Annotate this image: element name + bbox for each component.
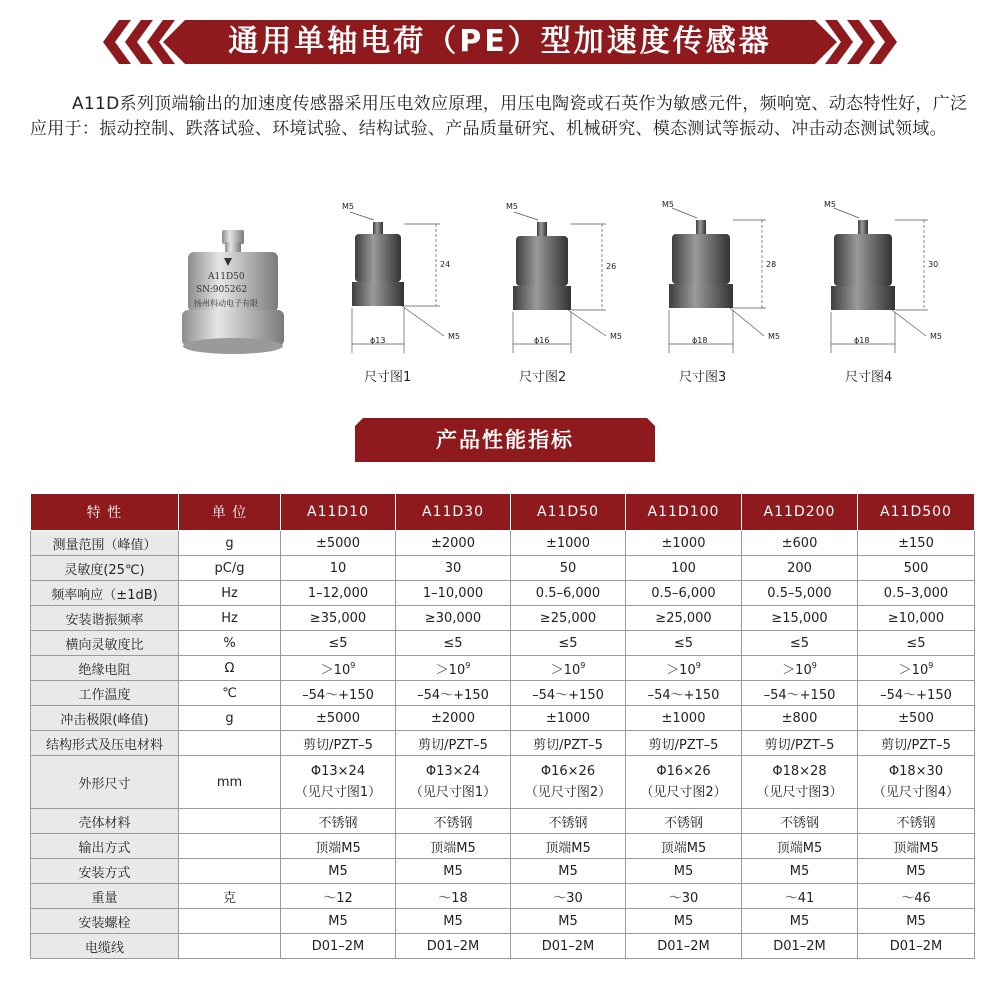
value-cell: D01–2M	[626, 934, 742, 959]
value-cell: ～30	[511, 884, 626, 909]
feature-cell: 安装螺栓	[31, 909, 179, 934]
unit-cell: Ω	[179, 656, 281, 681]
drawing-2-label: 尺寸图2	[519, 370, 567, 385]
unit-cell: %	[179, 631, 281, 656]
section-title: 产品性能指标	[436, 428, 574, 452]
value-cell	[281, 656, 396, 681]
value-cell: 不锈钢	[281, 809, 396, 834]
value-cell: 50	[511, 556, 626, 581]
value-cell: ±2000	[396, 531, 511, 556]
value-cell: 剪切/PZT–5	[396, 731, 511, 756]
table-row	[31, 834, 975, 859]
value-cell	[858, 756, 975, 809]
drawing-3-thread-top: M5	[662, 200, 674, 209]
feature-cell: 壳体材料	[31, 809, 179, 834]
value-cell: 500	[858, 556, 975, 581]
drawing-1-height: 24	[440, 260, 451, 269]
feature-cell: 横向灵敏度比	[31, 631, 179, 656]
header-feature: 特 性	[31, 494, 179, 531]
value-cell-size: Φ18×28	[772, 764, 827, 779]
table-row	[31, 809, 975, 834]
product-maker-text: 扬州科动电子有限	[194, 299, 258, 308]
value-cell: ～12	[281, 884, 396, 909]
value-cell: 顶端M5	[742, 834, 858, 859]
unit-cell: g	[179, 531, 281, 556]
product-photo	[178, 228, 288, 358]
value-cell: 顶端M5	[511, 834, 626, 859]
value-cell: 0.5–3,000	[858, 581, 975, 606]
value-cell: 剪切/PZT–5	[281, 731, 396, 756]
feature-cell: 灵敏度(25℃)	[31, 556, 179, 581]
value-cell: ≤5	[626, 631, 742, 656]
value-cell: 200	[742, 556, 858, 581]
drawing-4-height: 30	[928, 260, 939, 269]
value-cell-size: Φ16×26	[656, 764, 711, 779]
value-cell: ～41	[742, 884, 858, 909]
drawing-4-thread-side: M5	[930, 332, 942, 341]
drawing-2-diameter: ϕ16	[534, 336, 550, 345]
value-cell: 30	[396, 556, 511, 581]
feature-cell: 安装方式	[31, 859, 179, 884]
dimension-drawing-2	[502, 198, 652, 358]
value-cell: ≥15,000	[742, 606, 858, 631]
value-cell: ～46	[858, 884, 975, 909]
value-cell: ±1000	[626, 706, 742, 731]
value-cell: 不锈钢	[742, 809, 858, 834]
value-cell: –54～+150	[396, 681, 511, 706]
value-cell: 不锈钢	[511, 809, 626, 834]
value-cell: M5	[396, 859, 511, 884]
table-row	[31, 706, 975, 731]
title-banner	[85, 18, 915, 66]
value-cell: 0.5–5,000	[742, 581, 858, 606]
value-cell-note: （见尺寸图1）	[294, 785, 382, 800]
value-cell-note: （见尺寸图2）	[524, 785, 612, 800]
unit-cell: Hz	[179, 606, 281, 631]
value-cell-text: ＞10	[666, 662, 696, 678]
value-cell: 1–12,000	[281, 581, 396, 606]
value-cell: ≥25,000	[626, 606, 742, 631]
value-cell: 0.5–6,000	[626, 581, 742, 606]
header-model: A11D10	[281, 494, 396, 531]
value-cell: M5	[858, 859, 975, 884]
page-title: 通用单轴电荷（PE）型加速度传感器	[228, 24, 772, 59]
unit-cell: mm	[179, 756, 281, 809]
value-cell: 顶端M5	[626, 834, 742, 859]
unit-cell	[179, 909, 281, 934]
value-cell: D01–2M	[858, 934, 975, 959]
table-row	[31, 581, 975, 606]
table-row	[31, 631, 975, 656]
header-model: A11D30	[396, 494, 511, 531]
value-cell: ≤5	[396, 631, 511, 656]
value-cell: ≤5	[742, 631, 858, 656]
feature-cell: 绝缘电阻	[31, 656, 179, 681]
value-cell: M5	[511, 859, 626, 884]
unit-cell: pC/g	[179, 556, 281, 581]
dimension-drawing-4	[822, 198, 972, 358]
unit-cell: 克	[179, 884, 281, 909]
value-cell: ≥35,000	[281, 606, 396, 631]
header-model: A11D500	[858, 494, 975, 531]
value-cell: ±1000	[511, 706, 626, 731]
table-row	[31, 756, 975, 809]
drawing-4-thread-top: M5	[824, 200, 836, 209]
value-cell: 剪切/PZT–5	[511, 731, 626, 756]
value-cell: 顶端M5	[396, 834, 511, 859]
table-row	[31, 606, 975, 631]
feature-cell: 重量	[31, 884, 179, 909]
value-cell: –54～+150	[858, 681, 975, 706]
value-cell-text: ＞10	[320, 662, 351, 678]
drawing-3-label: 尺寸图3	[679, 370, 727, 385]
feature-cell: 冲击极限(峰值)	[31, 706, 179, 731]
value-cell-text: ＞10	[435, 662, 466, 678]
feature-cell: 安装谐振频率	[31, 606, 179, 631]
value-cell: ≥25,000	[511, 606, 626, 631]
unit-cell	[179, 934, 281, 959]
value-cell: D01–2M	[281, 934, 396, 959]
value-cell: ±2000	[396, 706, 511, 731]
unit-cell	[179, 834, 281, 859]
value-cell: –54～+150	[511, 681, 626, 706]
value-cell: 剪切/PZT–5	[858, 731, 975, 756]
value-cell: M5	[742, 909, 858, 934]
product-serial-text: SN:905262	[196, 285, 248, 295]
value-cell-note: （见尺寸图3）	[756, 785, 843, 800]
unit-cell	[179, 731, 281, 756]
table-header-row	[31, 494, 975, 531]
drawing-4-diameter: ϕ18	[854, 336, 870, 345]
value-cell-size: Φ13×24	[425, 764, 481, 779]
value-cell: –54～+150	[742, 681, 858, 706]
unit-cell: ℃	[179, 681, 281, 706]
value-cell: 剪切/PZT–5	[742, 731, 858, 756]
drawing-3-height: 28	[766, 260, 777, 269]
value-cell: 100	[626, 556, 742, 581]
value-cell: ≥10,000	[858, 606, 975, 631]
table-row	[31, 731, 975, 756]
header-unit: 单 位	[179, 494, 281, 531]
value-cell	[742, 656, 858, 681]
value-cell: 1–10,000	[396, 581, 511, 606]
value-cell-note: （见尺寸图4）	[872, 785, 960, 800]
value-cell	[396, 756, 511, 809]
value-cell	[281, 756, 396, 809]
feature-cell: 结构形式及压电材料	[31, 731, 179, 756]
value-cell: 不锈钢	[396, 809, 511, 834]
value-cell-text: ＞10	[898, 662, 929, 678]
header-model: A11D50	[511, 494, 626, 531]
value-cell: M5	[281, 859, 396, 884]
value-cell-exponent: 9	[928, 660, 934, 670]
table-row	[31, 909, 975, 934]
value-cell: –54～+150	[626, 681, 742, 706]
drawing-1-label: 尺寸图1	[364, 370, 412, 385]
unit-cell: Hz	[179, 581, 281, 606]
value-cell: ±1000	[511, 531, 626, 556]
value-cell	[742, 756, 858, 809]
value-cell: D01–2M	[742, 934, 858, 959]
feature-cell: 工作温度	[31, 681, 179, 706]
value-cell: ～30	[626, 884, 742, 909]
product-model-text: A11D50	[208, 272, 245, 282]
value-cell-size: Φ16×26	[540, 764, 596, 779]
dimension-drawing-1	[340, 198, 490, 358]
value-cell	[858, 656, 975, 681]
unit-cell	[179, 859, 281, 884]
value-cell: 10	[281, 556, 396, 581]
value-cell: 不锈钢	[858, 809, 975, 834]
value-cell	[511, 756, 626, 809]
value-cell: ±1000	[626, 531, 742, 556]
value-cell: ≤5	[858, 631, 975, 656]
table-row	[31, 531, 975, 556]
drawing-2-thread-side: M5	[610, 332, 622, 341]
value-cell: 顶端M5	[281, 834, 396, 859]
table-row	[31, 681, 975, 706]
value-cell-exponent: 9	[580, 660, 586, 670]
drawing-1-diameter: ϕ13	[370, 336, 386, 345]
header-model: A11D200	[742, 494, 858, 531]
intro-paragraph: A11D系列顶端输出的加速度传感器采用压电效应原理，用压电陶瓷或石英作为敏感元件，频响宽、动态特性好，广泛应用于：振动控制、跌落试验、环境试验、结构试验、产品质量研究、机械研究、模态测试等振动、冲击动态测试领域。	[30, 94, 968, 139]
value-cell: ±800	[742, 706, 858, 731]
spec-table	[30, 493, 975, 959]
value-cell: M5	[742, 859, 858, 884]
value-cell-text: ＞10	[550, 662, 581, 678]
value-cell	[511, 656, 626, 681]
value-cell-exponent: 9	[350, 660, 356, 670]
value-cell-exponent: 9	[695, 660, 701, 670]
drawing-4-label: 尺寸图4	[845, 370, 893, 385]
value-cell: 0.5–6,000	[511, 581, 626, 606]
value-cell: ≤5	[281, 631, 396, 656]
value-cell: ≤5	[511, 631, 626, 656]
table-row	[31, 934, 975, 959]
value-cell	[626, 656, 742, 681]
value-cell: M5	[281, 909, 396, 934]
drawing-3-diameter: ϕ18	[692, 336, 708, 345]
value-cell-size: Φ18×30	[888, 764, 944, 779]
value-cell: M5	[626, 859, 742, 884]
unit-cell	[179, 809, 281, 834]
table-row	[31, 859, 975, 884]
table-row	[31, 556, 975, 581]
value-cell: 剪切/PZT–5	[626, 731, 742, 756]
value-cell: ±150	[858, 531, 975, 556]
table-row	[31, 656, 975, 681]
value-cell: D01–2M	[511, 934, 626, 959]
value-cell-text: ＞10	[782, 662, 812, 678]
value-cell: M5	[511, 909, 626, 934]
value-cell-note: （见尺寸图2）	[640, 785, 727, 800]
value-cell	[626, 756, 742, 809]
value-cell-size: Φ13×24	[310, 764, 366, 779]
value-cell: M5	[858, 909, 975, 934]
feature-cell: 输出方式	[31, 834, 179, 859]
value-cell-note: （见尺寸图1）	[409, 785, 497, 800]
value-cell: ±5000	[281, 706, 396, 731]
feature-cell: 电缆线	[31, 934, 179, 959]
value-cell: ±5000	[281, 531, 396, 556]
value-cell	[396, 656, 511, 681]
feature-cell: 测量范围（峰值）	[31, 531, 179, 556]
value-cell: M5	[396, 909, 511, 934]
drawing-1-thread-top: M5	[342, 202, 354, 211]
section-banner	[355, 418, 655, 462]
value-cell: D01–2M	[396, 934, 511, 959]
value-cell: –54～+150	[281, 681, 396, 706]
value-cell: ≥30,000	[396, 606, 511, 631]
value-cell: 不锈钢	[626, 809, 742, 834]
value-cell: ～18	[396, 884, 511, 909]
table-row	[31, 884, 975, 909]
drawing-1-thread-side: M5	[448, 332, 460, 341]
value-cell: M5	[626, 909, 742, 934]
dimension-drawing-3	[660, 198, 810, 358]
unit-cell: g	[179, 706, 281, 731]
feature-cell: 频率响应（±1dB)	[31, 581, 179, 606]
value-cell: ±600	[742, 531, 858, 556]
drawing-2-thread-top: M5	[506, 202, 518, 211]
feature-cell: 外形尺寸	[31, 756, 179, 809]
value-cell: ±500	[858, 706, 975, 731]
header-model: A11D100	[626, 494, 742, 531]
value-cell-exponent: 9	[811, 660, 817, 670]
value-cell: 顶端M5	[858, 834, 975, 859]
value-cell-exponent: 9	[465, 660, 471, 670]
drawing-2-height: 26	[606, 262, 617, 271]
drawing-3-thread-side: M5	[768, 332, 780, 341]
